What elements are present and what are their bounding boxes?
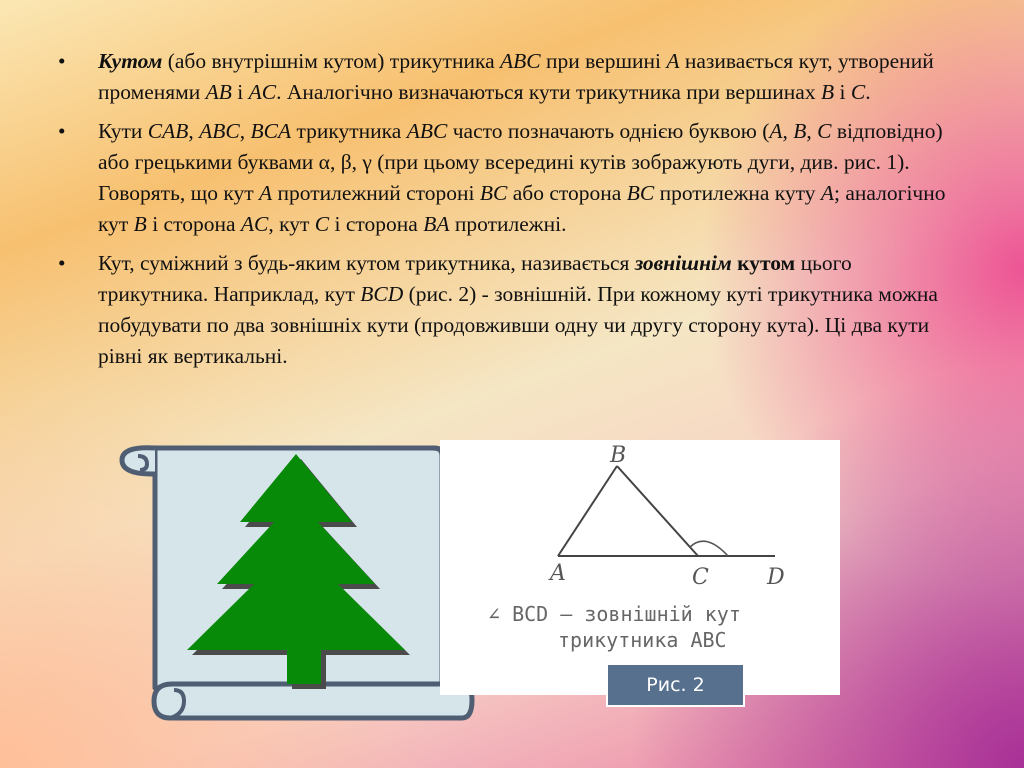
paragraph [58, 116, 963, 240]
text-run: AC [240, 212, 269, 236]
label-a: A [550, 561, 566, 586]
text-run: C [314, 212, 330, 236]
text-run: , [188, 119, 200, 143]
text-run: B [793, 119, 807, 143]
text-run: при вершині [540, 49, 667, 73]
text-run: A [769, 119, 783, 143]
triangle-figure [440, 440, 840, 695]
text-run: або сторона [507, 181, 627, 205]
text-run: і [231, 80, 249, 104]
text-run: і сторона [329, 212, 424, 236]
side-bc [617, 466, 698, 556]
text-run: і сторона [146, 212, 241, 236]
text-run: CAB [147, 119, 189, 143]
text-run: C [817, 119, 832, 143]
body-text [58, 46, 963, 380]
paragraph [58, 46, 963, 108]
text-run: цього трикутника. Наприклад, кут [98, 251, 852, 306]
text-run: Кут, суміжний з будь-яким кутом трикутника, називається [98, 251, 635, 275]
text-run: BA [423, 212, 450, 236]
text-run: , кут [268, 212, 315, 236]
paragraph [58, 248, 963, 372]
text-run: AB [205, 80, 232, 104]
caption-line-1: ∠ BCD — зовнішній кут [488, 602, 741, 626]
text-run: протилежна куту [654, 181, 821, 205]
text-run: B [820, 80, 835, 104]
text-run: (рис. 2) - зовнішній. При кожному куті трикутника можна побудувати по два зовнішніх кути (продовживши одну чи другу сторону кута). Ці два кути рівні як вертикальні. [98, 282, 938, 368]
text-run: трикутника [291, 119, 407, 143]
text-run: , [239, 119, 251, 143]
text-run: BCD [360, 282, 404, 306]
text-run: Кутом [98, 49, 163, 73]
triangle-diagram [440, 440, 840, 695]
text-run: і [834, 80, 851, 104]
text-run: (або внутрішнім кутом) трикутника [162, 49, 500, 73]
bullet-marker: • [58, 119, 66, 143]
paper-scroll-icon [112, 436, 482, 728]
text-run: ABC [199, 119, 240, 143]
text-run: BCA [250, 119, 292, 143]
text-run: ; аналогічно кут [98, 181, 946, 236]
text-run: C [850, 80, 866, 104]
text-run: відповідно) або грецькими буквами α, β, γ (при цьому всередині кутів зображують дуги, див. рис. 1). Говорять, що кут [98, 119, 943, 205]
text-run: протилежний стороні [272, 181, 480, 205]
text-run: . Аналогічно визначаються кути трикутника при вершинах [276, 80, 821, 104]
text-run: зовнішнім [634, 251, 732, 275]
text-run: кутом [737, 251, 796, 275]
text-run: ABC [406, 119, 448, 143]
text-run: часто позначають однією буквою ( [447, 119, 770, 143]
text-run: , [782, 119, 794, 143]
caption-line-2: трикутника ABC [558, 628, 727, 652]
text-run: . [865, 80, 871, 104]
text-run: A [820, 181, 835, 205]
text-run: A [666, 49, 680, 73]
text-run: називається кут, утворений променями [98, 49, 934, 104]
bullet-marker: • [58, 49, 66, 73]
text-run: ABC [500, 49, 541, 73]
text-run: Кути [98, 119, 148, 143]
figure-label: Рис. 2 [606, 663, 745, 707]
text-run: протилежні. [449, 212, 567, 236]
label-d: D [767, 565, 785, 590]
bullet-marker: • [58, 251, 66, 275]
text-run: , [806, 119, 818, 143]
text-run: B [133, 212, 147, 236]
text-run: BC [479, 181, 508, 205]
text-run: A [258, 181, 273, 205]
text-run: BC [626, 181, 655, 205]
text-run: AC [248, 80, 277, 104]
label-b: B [610, 443, 627, 468]
side-ab [558, 466, 617, 556]
label-c: C [692, 565, 709, 590]
